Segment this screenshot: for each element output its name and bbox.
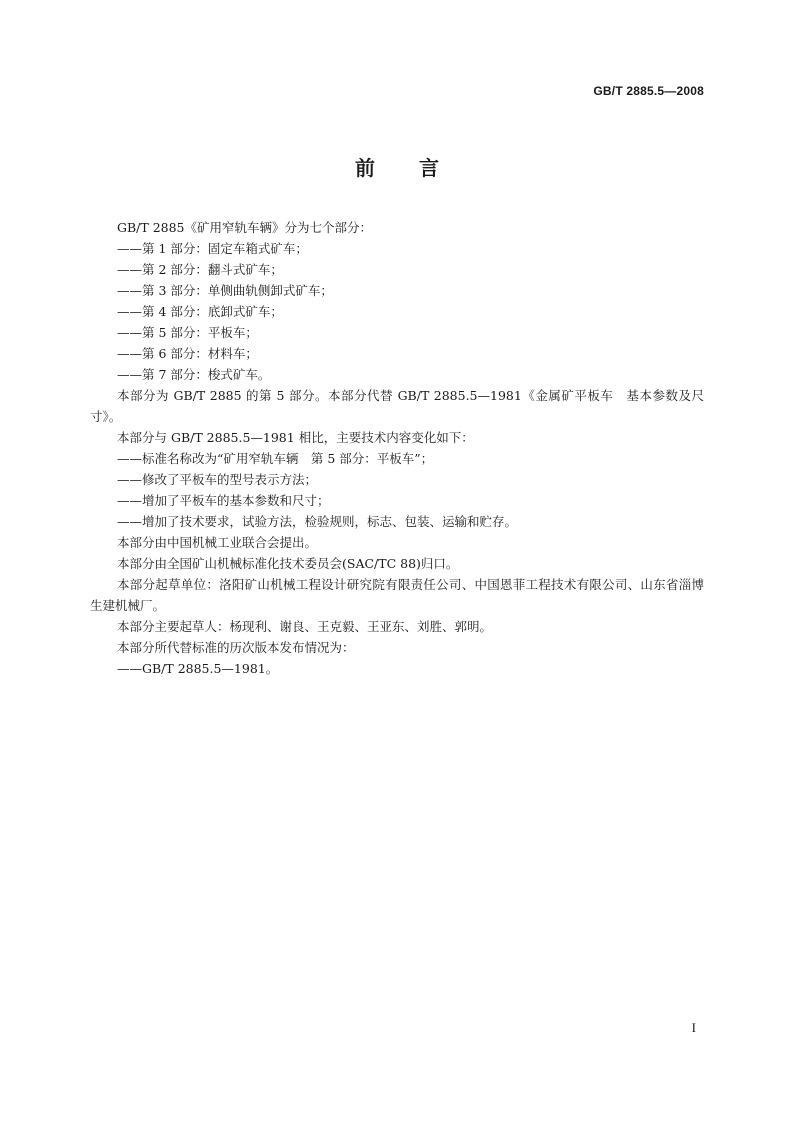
list-item: ——第 4 部分：底卸式矿车； <box>117 304 283 319</box>
list-item: ——标准名称改为“矿用窄轨车辆 第 5 部分：平板车”； <box>117 451 434 466</box>
paragraph: 本部分与 GB/T 2885.5—1981 相比，主要技术内容变化如下： <box>117 430 474 445</box>
paragraph: 本部分由全国矿山机械标准化技术委员会(SAC/TC 88)归口。 <box>117 556 459 571</box>
list-item: ——第 7 部分：梭式矿车。 <box>117 367 271 382</box>
page-title <box>0 152 794 181</box>
list-item: ——GB/T 2885.5—1981。 <box>117 661 279 676</box>
title-char-2: 言 <box>419 156 439 180</box>
paragraph: 本部分为 GB/T 2885 的第 5 部分。本部分代替 GB/T 2885.5—1981《金属矿平板车 基本参数及尺寸》。 <box>90 388 704 424</box>
list-item: ——增加了技术要求，试验方法，检验规则，标志、包装、运输和贮存。 <box>117 514 518 529</box>
list-item: ——增加了平板车的基本参数和尺寸； <box>117 493 330 508</box>
list-item: ——第 6 部分：材料车； <box>117 346 258 361</box>
list-item: ——第 3 部分：单侧曲轨侧卸式矿车； <box>117 283 333 298</box>
paragraph: 本部分主要起草人：杨现利、谢良、王克毅、王亚东、刘胜、郭明。 <box>117 619 493 634</box>
paragraph: GB/T 2885《矿用窄轨车辆》分为七个部分： <box>117 220 373 235</box>
page-number: I <box>691 1020 696 1035</box>
paragraph: 本部分由中国机械工业联合会提出。 <box>117 535 318 550</box>
list-item: ——第 5 部分：平板车； <box>117 325 258 340</box>
paragraph: 本部分起草单位：洛阳矿山机械工程设计研究院有限责任公司、中国恩菲工程技术有限公司、山东省淄博生建机械厂。 <box>90 577 704 613</box>
document-number: GB/T 2885.5—2008 <box>593 84 704 98</box>
list-item: ——第 1 部分：固定车箱式矿车； <box>117 241 308 256</box>
list-item: ——修改了平板车的型号表示方法； <box>117 472 318 487</box>
paragraph: 本部分所代替标准的历次版本发布情况为： <box>117 640 355 655</box>
list-item: ——第 2 部分：翻斗式矿车； <box>117 262 283 277</box>
foreword-body <box>90 217 704 679</box>
title-char-1: 前 <box>355 156 375 180</box>
